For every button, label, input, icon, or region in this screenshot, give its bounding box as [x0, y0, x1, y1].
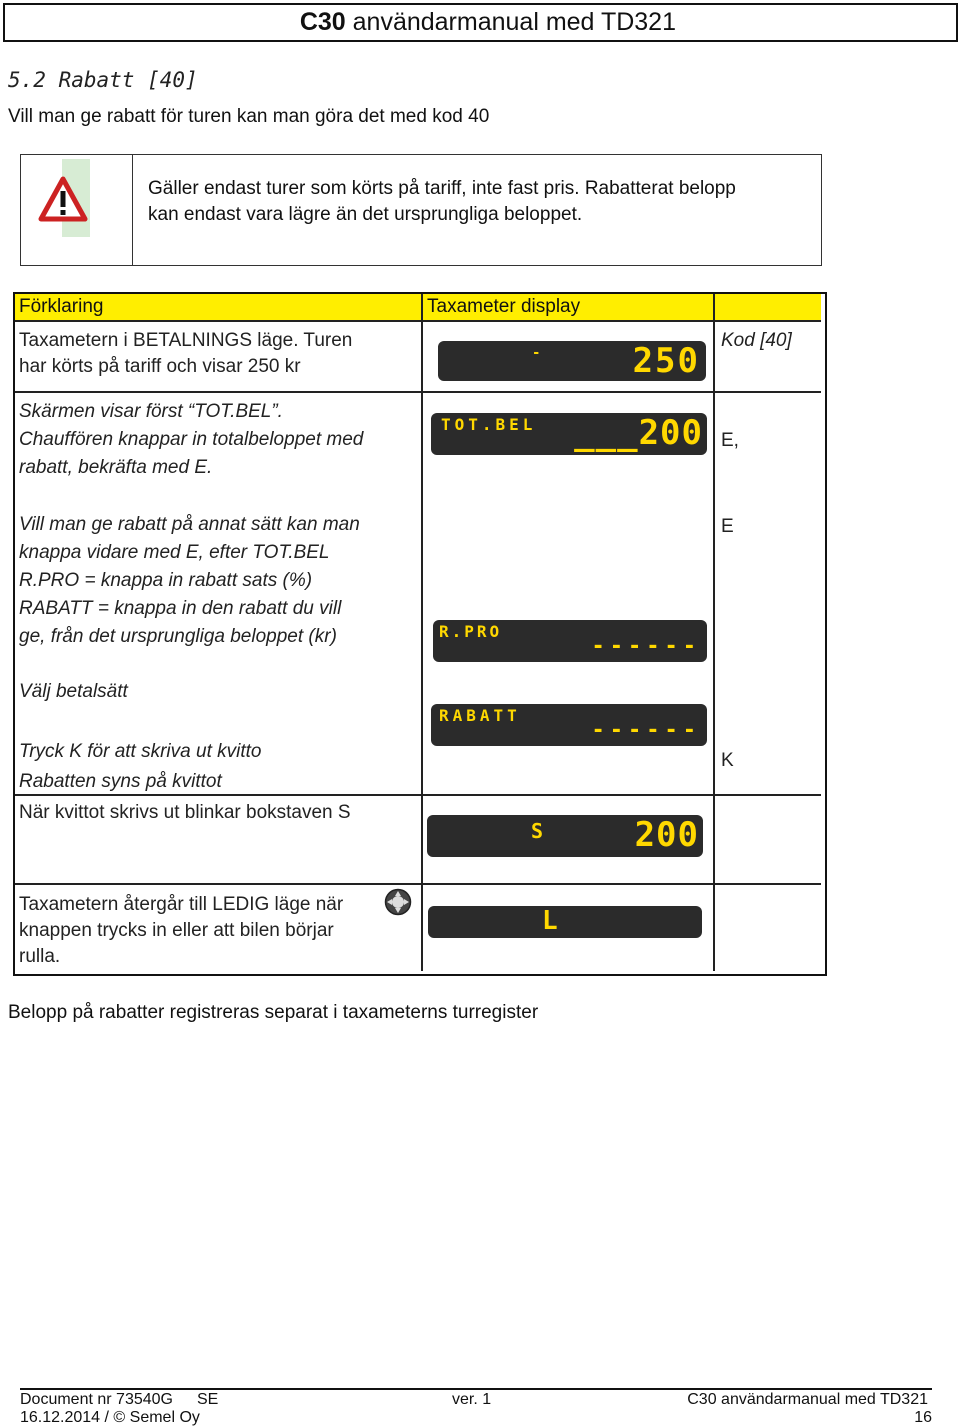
- header-explanation: Förklaring: [19, 296, 104, 317]
- display-3: [433, 620, 707, 662]
- row-6-line-1: Taxametern återgår till LEDIG läge när: [19, 894, 344, 915]
- row-4-line-2: Tryck K för att skriva ut kvitto: [19, 741, 262, 762]
- footer-language: SE: [197, 1391, 219, 1408]
- row-1-line-2: har körts på tariff och visar 250 kr: [19, 356, 301, 377]
- row-2-key: E,: [721, 430, 739, 451]
- row-3-line-4: RABATT = knappa in den rabatt du vill: [19, 598, 342, 619]
- header-key-cell: [715, 294, 821, 320]
- display-1-right: 250: [632, 341, 700, 381]
- row-3-text: [19, 511, 360, 651]
- row-1-line-1: Taxametern i BETALNINGS läge. Turen: [19, 330, 353, 351]
- row-4-line-3: Rabatten syns på kvittot: [19, 771, 222, 792]
- display-3-right: ------: [591, 634, 701, 659]
- footer-title: C30 användarmanual med TD321: [687, 1391, 928, 1408]
- row-3-line-5: ge, från det ursprungliga beloppet (kr): [19, 626, 337, 647]
- row-2-line-3: rabatt, bekräfta med E.: [19, 457, 213, 478]
- warning-triangle-icon: [38, 176, 88, 222]
- display-1: [438, 341, 706, 381]
- row-divider-header: [15, 320, 821, 322]
- header-explanation-cell: [15, 294, 421, 320]
- display-2-right: ___200: [574, 413, 703, 453]
- display-4: [431, 704, 707, 746]
- row-2-text: [19, 398, 363, 482]
- display-6-mid: L: [542, 906, 560, 936]
- row-4-key: K: [721, 750, 734, 771]
- display-6: [428, 906, 702, 938]
- header-display-cell: [423, 294, 713, 320]
- row-4-line-1: Välj betalsätt: [19, 681, 128, 702]
- warning-text: [148, 176, 828, 228]
- row-4-text: [19, 737, 261, 797]
- footer-doc-number: Document nr 73540G: [20, 1391, 173, 1408]
- column-divider-1: [421, 294, 423, 971]
- row-1-key: Kod [40]: [721, 330, 792, 351]
- row-1-text: [19, 328, 352, 380]
- intro-text: Vill man ge rabatt för turen kan man göra det med kod 40: [8, 106, 490, 127]
- warning-divider: [132, 154, 133, 265]
- header-display: Taxameter display: [427, 296, 581, 317]
- footer-rule: [20, 1388, 932, 1390]
- row-5-line-1: När kvittot skrivs ut blinkar bokstaven S: [19, 802, 351, 823]
- footer-page-number: 16: [914, 1409, 932, 1426]
- section-title: 5.2 Rabatt [40]: [8, 68, 198, 92]
- row-2-line-2: Chauffören knappar in totalbeloppet med: [19, 429, 364, 450]
- document-title: C30 användarmanual med TD321: [299, 8, 676, 36]
- row-divider-1: [15, 391, 821, 393]
- column-divider-2: [713, 294, 715, 971]
- display-2-top: TOT.BEL: [441, 415, 537, 434]
- display-1-mid: -: [532, 345, 543, 361]
- row-3-line-1: Vill man ge rabatt på annat sätt kan man: [19, 514, 360, 535]
- row-2-line-1: Skärmen visar först “TOT.BEL”.: [19, 401, 283, 422]
- display-2: [431, 413, 707, 455]
- display-4-top: RABATT: [439, 706, 521, 725]
- row-3-line-2: knappa vidare med E, efter TOT.BEL: [19, 542, 330, 563]
- display-5-mid: S: [531, 819, 546, 843]
- row-divider-5: [15, 883, 821, 885]
- display-4-right: ------: [591, 718, 701, 743]
- warning-line-1: Gäller endast turer som körts på tariff, inte fast pris. Rabatterat belopp: [148, 178, 736, 199]
- warning-line-2: kan endast vara lägre än det ursprungliga beloppet.: [148, 204, 583, 225]
- ledig-button-icon: [384, 888, 412, 916]
- footer-date: 16.12.2014 / © Semel Oy: [20, 1409, 200, 1426]
- row-3-key: E: [721, 516, 734, 537]
- display-3-top: R.PRO: [439, 622, 503, 641]
- row-6-line-2: knappen trycks in eller att bilen börjar: [19, 920, 334, 941]
- footer-version: ver. 1: [452, 1391, 492, 1408]
- row-6-text: [19, 892, 343, 970]
- display-5: [427, 815, 703, 857]
- note-text: Belopp på rabatter registreras separat i taxameterns turregister: [8, 1002, 539, 1023]
- display-5-right: 200: [634, 815, 699, 855]
- row-6-line-3: rulla.: [19, 946, 61, 967]
- row-3-line-3: R.PRO = knappa in rabatt sats (%): [19, 570, 313, 591]
